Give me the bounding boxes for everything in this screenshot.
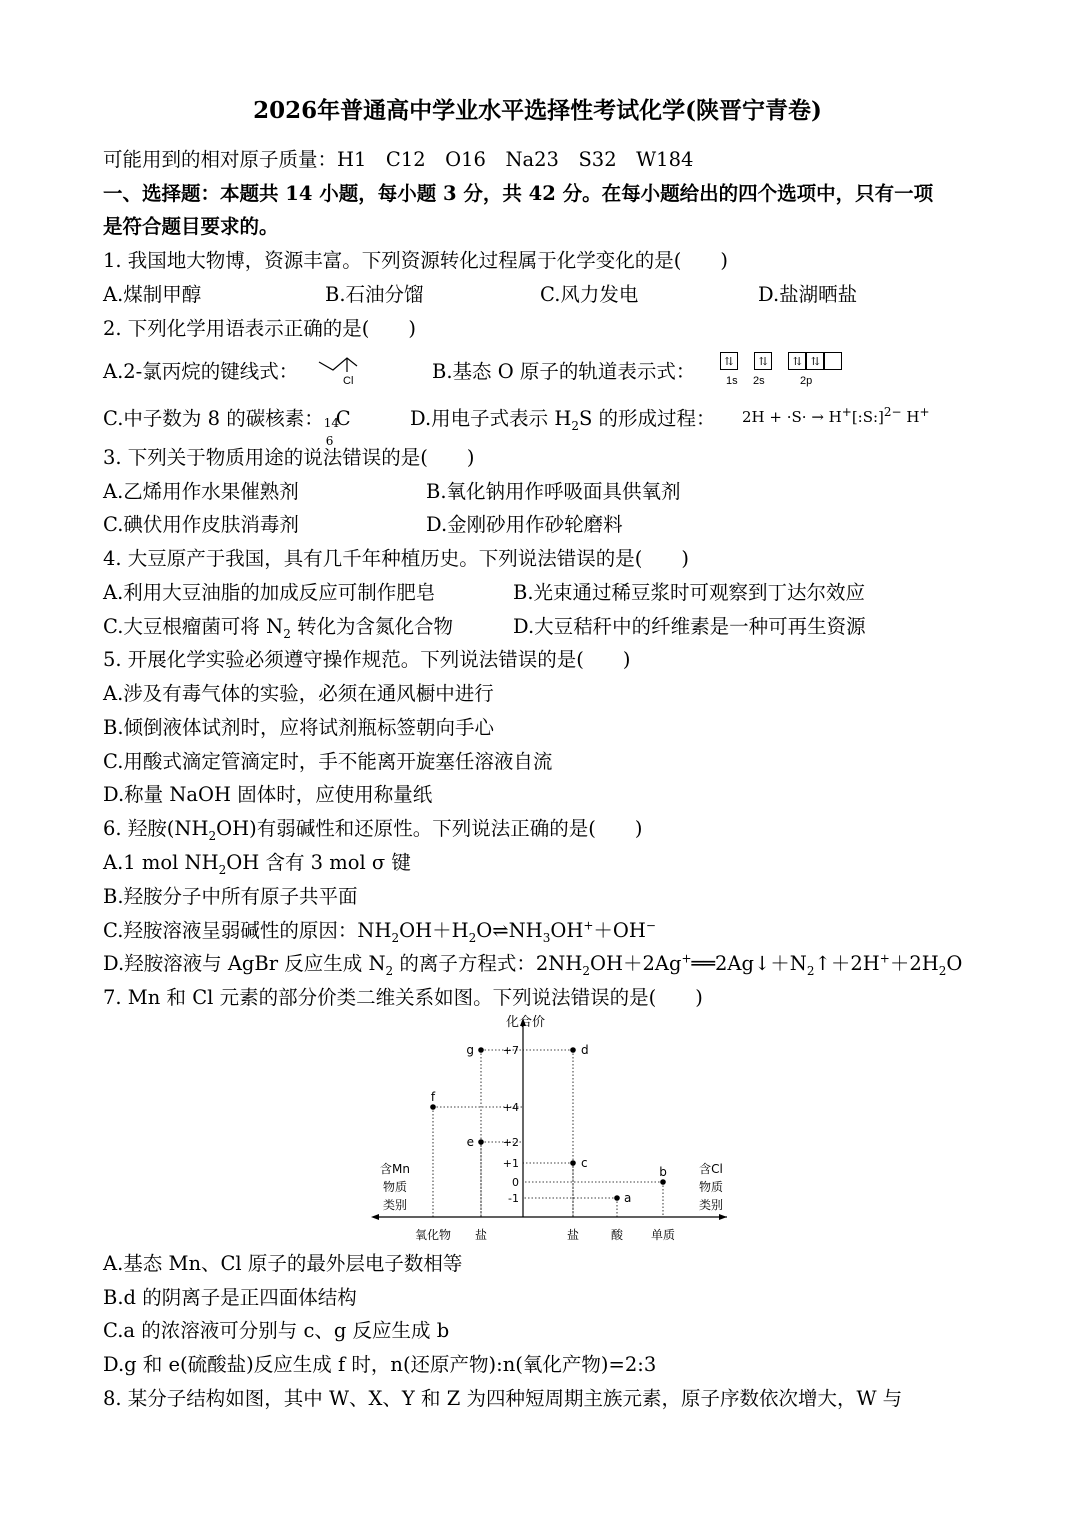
orbital-label-1s: 1s bbox=[726, 375, 738, 387]
eq-mid: + ·S· → H bbox=[769, 408, 842, 426]
q3-option-b: B.氧化钠用作呼吸面具供氧剂 bbox=[426, 480, 681, 503]
h2s-electron-formula: 2H + ·S· → H+[:S:]$^{2-}$ H+ bbox=[742, 405, 930, 426]
y-tick-label: -1 bbox=[508, 1192, 519, 1205]
eq-h: H bbox=[906, 408, 920, 426]
x-category-label: 酸 bbox=[610, 1228, 624, 1242]
y-tick-label: 0 bbox=[512, 1176, 519, 1189]
q1-option-a: A.煤制甲醇 bbox=[103, 283, 202, 306]
data-point bbox=[660, 1179, 666, 1185]
q2-option-d: D.用电子式表示 $H_2S$ 的形成过程： bbox=[410, 407, 716, 433]
orbital-label-2p: 2p bbox=[800, 375, 813, 387]
section1-heading-line2: 是符合题目要求的。 bbox=[103, 215, 279, 238]
q3-option-c: C.碘伏用作皮肤消毒剂 bbox=[103, 513, 299, 536]
q2-option-c: C.中子数为 8 的碳核素： 14 6 C bbox=[103, 407, 351, 448]
q1-option-c: C.风力发电 bbox=[540, 283, 639, 306]
q7-stem: 7. Mn 和 Cl 元素的部分价类二维关系如图。下列说法错误的是( ) bbox=[103, 986, 703, 1009]
mn-category-label: 含Mn bbox=[380, 1162, 410, 1176]
x-category-label: 单质 bbox=[650, 1228, 676, 1242]
x-category-label: 盐 bbox=[566, 1228, 580, 1242]
q6-stem: 6. 羟胺$(NH_2OH)$有弱碱性和还原性。下列说法正确的是( ) bbox=[103, 817, 643, 843]
q3-stem: 3. 下列关于物质用途的说法错误的是( ) bbox=[103, 446, 475, 469]
x-category-label: 氧化物 bbox=[414, 1228, 452, 1242]
atomic-mass-line: 可能用到的相对原子质量：H1 C12 O16 Na23 S32 W184 bbox=[103, 148, 694, 171]
q5-stem: 5. 开展化学实验必须遵守操作规范。下列说法错误的是( ) bbox=[103, 648, 631, 671]
y-tick-label: +2 bbox=[502, 1136, 519, 1149]
cl-category-label: 物质 bbox=[698, 1180, 724, 1194]
orbital-box-2p-1: ⇅ bbox=[788, 352, 806, 370]
orbital-box-2p-2: ⇅ bbox=[806, 352, 824, 370]
q1-option-b: B.石油分馏 bbox=[325, 283, 424, 306]
q7-option-b: B.d 的阴离子是正四面体结构 bbox=[103, 1286, 357, 1309]
q6-option-d: D.羟胺溶液与 AgBr 反应生成 $N_2$ 的离子方程式：$2NH_2OH+2Ag^+══2Ag↓+N_2↑+2H^++2H_2O$ bbox=[103, 951, 963, 978]
data-point bbox=[430, 1104, 436, 1110]
orbital-box-1s: ⇅ bbox=[720, 352, 738, 370]
q4-option-a: A.利用大豆油脂的加成反应可制作肥皂 bbox=[103, 581, 436, 604]
y-tick-label: +4 bbox=[502, 1101, 519, 1114]
q7-option-d: D.g 和 e(硫酸盐)反应生成 f 时，n(还原产物):n(氧化产物)=2:3 bbox=[103, 1353, 657, 1376]
q7-option-a: A.基态 Mn、Cl 原子的最外层电子数相等 bbox=[103, 1252, 463, 1275]
valence-category-chart bbox=[365, 1010, 745, 1245]
point-label: f bbox=[430, 1090, 436, 1104]
q6-option-c: C.羟胺溶液呈弱碱性的原因：$NH_2OH+H_2O\rightleftharpoons NH_3OH^++OH^-$ bbox=[103, 918, 656, 945]
q5-option-a: A.涉及有毒气体的实验，必须在通风橱中进行 bbox=[103, 682, 494, 705]
q2-option-d-tail: S 的形成过程： bbox=[578, 407, 716, 430]
data-point bbox=[478, 1047, 484, 1053]
cl-category-label: 含Cl bbox=[699, 1162, 723, 1176]
q3-option-a: A.乙烯用作水果催熟剂 bbox=[103, 480, 299, 503]
orbital-box-2s: ⇅ bbox=[754, 352, 772, 370]
page-title: 2026年普通高中学业水平选择性考试化学(陕晋宁青卷) bbox=[253, 97, 822, 124]
x-category-label: 盐 bbox=[474, 1228, 488, 1242]
point-label: g bbox=[466, 1043, 474, 1057]
data-point bbox=[570, 1047, 576, 1053]
q4-stem: 4. 大豆原产于我国，具有几千年种植历史。下列说法错误的是( ) bbox=[103, 547, 690, 570]
q2-option-c-text: C.中子数为 8 的碳核素： bbox=[103, 407, 324, 430]
chlorine-label: Cl bbox=[343, 375, 354, 387]
point-label: a bbox=[624, 1191, 632, 1205]
q8-stem: 8. 某分子结构如图，其中 W、X、Y 和 Z 为四种短周期主族元素，原子序数依次增大，W 与 bbox=[103, 1387, 903, 1410]
orbital-label-2s: 2s bbox=[753, 375, 765, 387]
q1-stem: 1. 我国地大物博，资源丰富。下列资源转化过程属于化学变化的是( ) bbox=[103, 249, 729, 272]
q7-option-c: C.a 的浓溶液可分别与 c、g 反应生成 b bbox=[103, 1319, 450, 1342]
q4-option-d: D.大豆秸秆中的纤维素是一种可再生资源 bbox=[513, 615, 866, 638]
section1-heading-line1: 一、选择题：本题共 14 小题，每小题 3 分，共 42 分。在每小题给出的四个选项中，只有一项 bbox=[103, 182, 934, 205]
q1-option-d: D.盐湖晒盐 bbox=[758, 283, 858, 306]
x-axis-arrow-right bbox=[719, 1214, 727, 1220]
q2-option-b: B.基态 O 原子的轨道表示式： bbox=[432, 360, 696, 383]
q3-option-d: D.金刚砂用作砂轮磨料 bbox=[426, 513, 623, 536]
q6-option-b: B.羟胺分子中所有原子共平面 bbox=[103, 885, 358, 908]
point-label: d bbox=[581, 1043, 589, 1057]
point-label: e bbox=[466, 1135, 474, 1149]
eq-2h: 2H bbox=[742, 408, 765, 426]
y-tick-label: +1 bbox=[502, 1157, 519, 1170]
y-axis-title: 化合价 bbox=[506, 1015, 546, 1030]
x-axis-arrow-left bbox=[371, 1214, 379, 1220]
eq-s-ion: [:S:] bbox=[851, 408, 884, 426]
orbital-diagram bbox=[720, 350, 842, 370]
point-label: b bbox=[659, 1165, 667, 1179]
q6-option-a: A.1 mol $NH_2OH$ 含有 3 mol σ 键 bbox=[103, 851, 411, 877]
q2-option-a: A.2-氯丙烷的键线式： bbox=[103, 360, 299, 383]
q4-option-b: B.光束通过稀豆浆时可观察到丁达尔效应 bbox=[513, 581, 866, 604]
data-point bbox=[614, 1195, 620, 1201]
orbital-box-2p-3 bbox=[824, 352, 842, 370]
q2-option-d-text: D.用电子式表示 H bbox=[410, 407, 572, 430]
cl-category-label: 类别 bbox=[698, 1198, 724, 1212]
data-point bbox=[478, 1139, 484, 1145]
nuclide-symbol: C bbox=[335, 407, 351, 430]
q2-stem: 2. 下列化学用语表示正确的是( ) bbox=[103, 317, 417, 340]
skeletal-formula-image bbox=[315, 350, 365, 390]
point-label: c bbox=[581, 1156, 588, 1170]
mn-category-label: 物质 bbox=[382, 1180, 408, 1194]
data-point bbox=[570, 1160, 576, 1166]
mn-category-label: 类别 bbox=[382, 1198, 408, 1212]
q5-option-b: B.倾倒液体试剂时，应将试剂瓶标签朝向手心 bbox=[103, 716, 495, 739]
q5-option-c: C.用酸式滴定管滴定时，手不能离开旋塞任溶液自流 bbox=[103, 750, 553, 773]
y-tick-label: +7 bbox=[502, 1044, 519, 1057]
q5-option-d: D.称量 NaOH 固体时，应使用称量纸 bbox=[103, 783, 433, 806]
q4-option-c: C.大豆根瘤菌可将 $N_2$ 转化为含氮化合物 bbox=[103, 615, 454, 641]
